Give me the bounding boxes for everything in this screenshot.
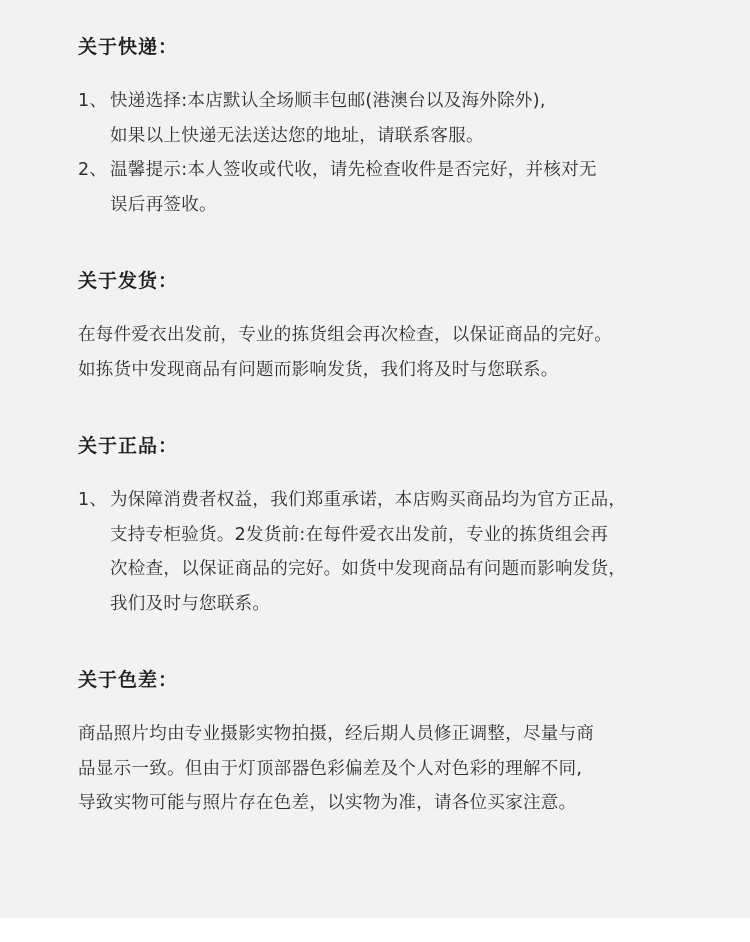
shipping-body <box>78 318 720 387</box>
list-item-text <box>110 153 720 222</box>
text-line: 误后再签收。 <box>110 194 217 215</box>
shipping-section <box>78 266 720 387</box>
express-section <box>78 32 720 222</box>
list-item-text <box>110 84 720 153</box>
list-number: 2、 <box>78 160 108 180</box>
list-number: 1、 <box>78 490 108 510</box>
shipping-heading: 关于发货： <box>78 270 179 292</box>
text-line: 如拣货中发现商品有问题而影响发货，我们将及时与您联系。 <box>78 359 559 380</box>
text-line: 次检查，以保证商品的完好。如货中发现商品有问题而影响发货， <box>110 559 627 579</box>
express-body <box>78 84 720 222</box>
text-line: 快递选择:本店默认全场顺丰包邮(港澳台以及海外除外), <box>110 91 546 111</box>
list-item <box>78 153 720 222</box>
text-line: 商品照片均由专业摄影实物拍摄，经后期人员修正调整，尽量与商 <box>78 724 595 744</box>
bottom-strip <box>0 918 750 942</box>
text-line: 品显示一致。但由于灯顶部器色彩偏差及个人对色彩的理解不同, <box>78 758 583 779</box>
text-line: 为保障消费者权益，我们郑重承诺，本店购买商品均为官方正品， <box>110 490 627 510</box>
color-heading: 关于色差： <box>78 669 179 691</box>
color-body <box>78 717 720 821</box>
express-heading: 关于快递： <box>78 36 179 58</box>
text-line: 导致实物可能与照片存在色差，以实物为准，请各位买家注意。 <box>78 793 577 813</box>
text-line: 如果以上快递无法送达您的地址，请联系客服。 <box>110 125 484 146</box>
genuine-heading: 关于正品： <box>78 435 179 457</box>
list-item <box>78 84 720 153</box>
list-number: 1、 <box>78 91 108 111</box>
text-line: 在每件爱衣出发前，专业的拣货组会再次检查，以保证商品的完好。 <box>78 325 612 345</box>
color-section <box>78 665 720 821</box>
list-item-text <box>110 483 720 621</box>
text-line: 支持专柜验货。2发货前:在每件爱衣出发前，专业的拣货组会再 <box>110 524 609 545</box>
list-item <box>78 483 720 621</box>
genuine-body <box>78 483 720 621</box>
genuine-section <box>78 431 720 621</box>
text-line: 我们及时与您联系。 <box>110 593 271 614</box>
text-line: 温馨提示:本人签收或代收，请先检查收件是否完好，并核对无 <box>110 160 597 180</box>
